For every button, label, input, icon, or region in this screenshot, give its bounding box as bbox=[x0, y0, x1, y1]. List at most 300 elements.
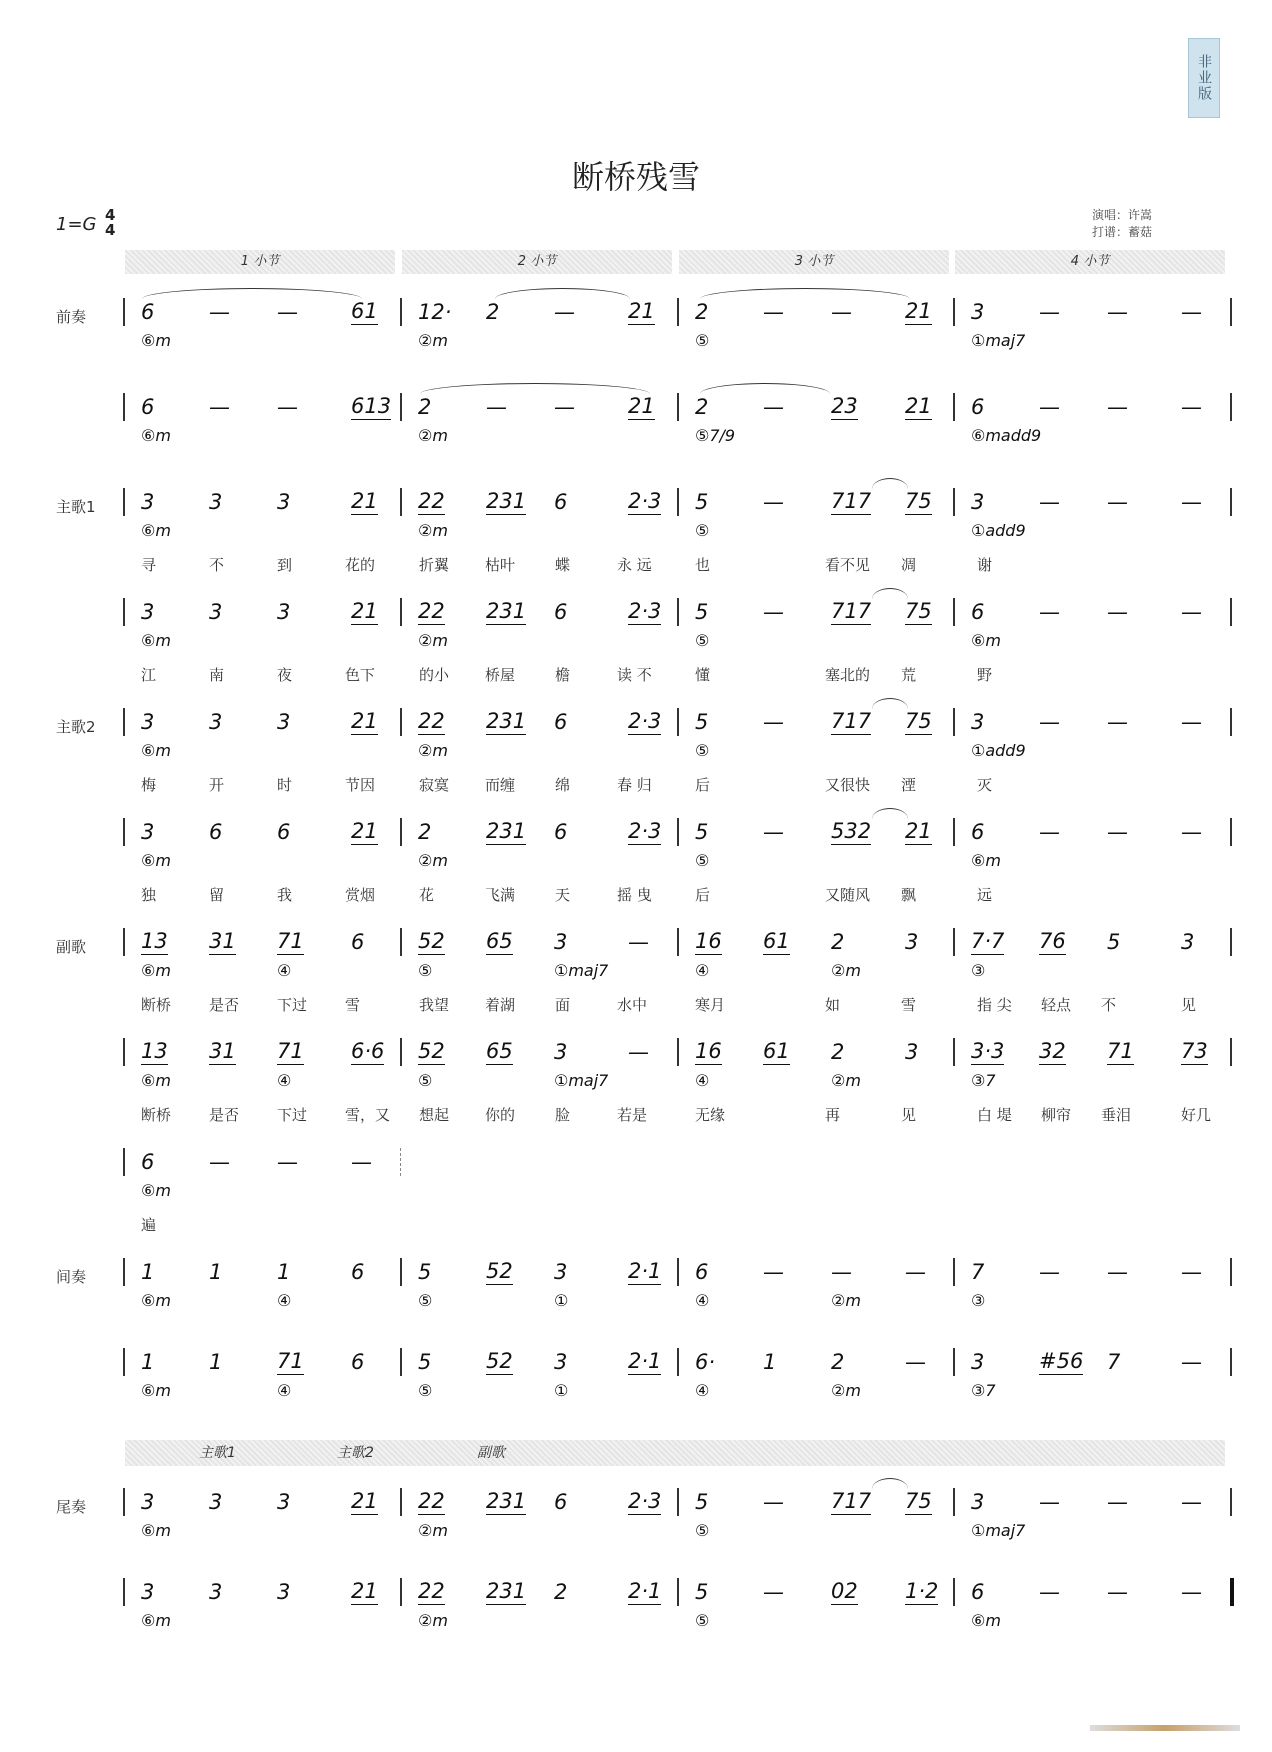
note: 21 bbox=[351, 489, 378, 513]
bar-line bbox=[677, 1038, 679, 1066]
lyric: 也 bbox=[695, 556, 711, 574]
chord-label: ⑥m bbox=[141, 1521, 171, 1540]
note: 5 bbox=[695, 1580, 709, 1604]
bar-line bbox=[123, 708, 125, 736]
note: 3 bbox=[209, 600, 223, 624]
lyric: 枯叶 bbox=[485, 556, 516, 574]
note: — bbox=[831, 300, 852, 324]
note: 1 bbox=[141, 1260, 155, 1284]
note: 3 bbox=[277, 1580, 291, 1604]
note: 31 bbox=[209, 1039, 236, 1063]
lyric: 春 归 bbox=[617, 776, 652, 794]
song-title: 断桥残雪 bbox=[571, 158, 700, 196]
note: — bbox=[1181, 710, 1202, 734]
lyric: 天 bbox=[555, 886, 571, 904]
bar-line bbox=[1230, 1348, 1232, 1376]
section-label: 主歌1 bbox=[199, 1445, 236, 1461]
note: 3 bbox=[277, 710, 291, 734]
lyric: 飞满 bbox=[485, 886, 516, 904]
note: — bbox=[831, 1260, 852, 1284]
note: 1 bbox=[209, 1260, 223, 1284]
lyric: 花 bbox=[419, 886, 435, 904]
bar-line bbox=[123, 488, 125, 516]
key-signature: 1=G bbox=[56, 214, 97, 235]
chord-label: ⑥m bbox=[141, 331, 171, 350]
bar-line bbox=[677, 928, 679, 956]
bar-line bbox=[400, 298, 402, 326]
lyric: 不 bbox=[209, 556, 225, 574]
lyric: 懂 bbox=[695, 666, 711, 684]
bar-line bbox=[953, 708, 955, 736]
note: 1 bbox=[763, 1350, 777, 1374]
note: — bbox=[628, 1040, 649, 1064]
bar-line bbox=[953, 1258, 955, 1286]
chord-label: ⑤ bbox=[418, 1071, 433, 1090]
lyric: 色下 bbox=[345, 666, 376, 684]
note: 21 bbox=[905, 394, 932, 418]
lyric: 梅 bbox=[141, 776, 157, 794]
tie-slur bbox=[872, 808, 908, 819]
bar-line bbox=[123, 1258, 125, 1286]
note: 21 bbox=[351, 599, 378, 623]
note: — bbox=[1039, 600, 1060, 624]
note: 2·3 bbox=[628, 1489, 662, 1513]
bar-line bbox=[400, 393, 402, 421]
note: — bbox=[1107, 820, 1128, 844]
note: 3 bbox=[277, 490, 291, 514]
chord-label: ⑥m bbox=[141, 741, 171, 760]
note: 5 bbox=[418, 1260, 432, 1284]
score-row bbox=[0, 1260, 1272, 1320]
lyric: 节因 bbox=[345, 776, 376, 794]
score-row bbox=[0, 709, 1272, 794]
note: 231 bbox=[486, 489, 527, 513]
note: 22 bbox=[418, 1489, 445, 1513]
note: 3 bbox=[141, 600, 155, 624]
chord-label: ⑤ bbox=[418, 961, 433, 980]
note: — bbox=[1107, 600, 1128, 624]
bar-line bbox=[123, 1488, 125, 1516]
section-name: 主歌1 bbox=[56, 498, 96, 516]
lyric: 而缠 bbox=[485, 776, 516, 794]
lyric: 轻点 bbox=[1041, 996, 1072, 1014]
chord-label: ⑥m bbox=[141, 521, 171, 540]
chord-label: ④ bbox=[277, 961, 292, 980]
lyric: 我望 bbox=[419, 996, 450, 1014]
note: 21 bbox=[351, 1489, 378, 1513]
note: 6 bbox=[209, 820, 223, 844]
note: 65 bbox=[486, 929, 513, 953]
lyric: 留 bbox=[209, 886, 225, 904]
note: 71 bbox=[277, 929, 304, 953]
lyric: 见 bbox=[1181, 996, 1197, 1014]
note: 3 bbox=[905, 1040, 919, 1064]
chord-label: ③ bbox=[971, 961, 986, 980]
note: 3 bbox=[971, 300, 985, 324]
bar-line bbox=[677, 1578, 679, 1606]
section-name: 前奏 bbox=[56, 308, 87, 326]
tie-slur bbox=[142, 288, 362, 299]
note: — bbox=[1181, 600, 1202, 624]
note: 1·2 bbox=[905, 1579, 939, 1603]
note: 2 bbox=[695, 395, 709, 419]
note: 3 bbox=[209, 490, 223, 514]
note: 7 bbox=[971, 1260, 985, 1284]
note: — bbox=[1039, 1490, 1060, 1514]
time-sig-denominator: 4 bbox=[105, 221, 116, 239]
note: 61 bbox=[763, 1039, 790, 1063]
bar-line bbox=[677, 1348, 679, 1376]
chord-label: ⑥m bbox=[141, 631, 171, 650]
note: 6 bbox=[554, 820, 568, 844]
note: 21 bbox=[351, 1579, 378, 1603]
note: — bbox=[763, 300, 784, 324]
lyric: 寻 bbox=[141, 556, 157, 574]
note: 2·1 bbox=[628, 1349, 662, 1373]
time-sig-numerator: 4 bbox=[105, 206, 116, 224]
score-row bbox=[0, 599, 1272, 684]
note: 5 bbox=[418, 1350, 432, 1374]
section-label: 主歌2 bbox=[337, 1445, 374, 1461]
singer-credit: 演唱：许嵩 bbox=[1092, 208, 1153, 222]
note: 3 bbox=[209, 1490, 223, 1514]
lyric: 永 远 bbox=[617, 556, 652, 574]
chord-label: ① bbox=[554, 1381, 569, 1400]
note: 21 bbox=[628, 394, 655, 418]
note: — bbox=[905, 1350, 926, 1374]
note: 02 bbox=[831, 1579, 858, 1603]
note: — bbox=[763, 820, 784, 844]
lyric: 飘 bbox=[901, 886, 917, 904]
score-row bbox=[0, 819, 1272, 904]
note: 71 bbox=[277, 1349, 304, 1373]
lyric: 赏烟 bbox=[345, 886, 376, 904]
lyric: 柳帘 bbox=[1041, 1106, 1072, 1124]
note: — bbox=[628, 930, 649, 954]
note: 6 bbox=[141, 1150, 155, 1174]
lyric: 读 不 bbox=[617, 666, 652, 684]
lyric: 雪，又 bbox=[345, 1106, 391, 1124]
lyric: 荒 bbox=[901, 666, 917, 684]
note: 2 bbox=[831, 1350, 845, 1374]
note: 6 bbox=[554, 1490, 568, 1514]
note: 22 bbox=[418, 709, 445, 733]
note: — bbox=[1181, 1350, 1202, 1374]
note: 717 bbox=[831, 1489, 872, 1513]
lyric: 再 bbox=[825, 1106, 841, 1124]
section-label: 副歌 bbox=[477, 1445, 505, 1461]
score-row bbox=[0, 395, 1272, 455]
note: — bbox=[277, 395, 298, 419]
chord-label: ⑥m bbox=[971, 631, 1001, 650]
bar-line bbox=[400, 1258, 402, 1286]
bar-line bbox=[1230, 818, 1232, 846]
lyric: 桥屋 bbox=[485, 666, 516, 684]
note: — bbox=[1039, 820, 1060, 844]
note: 22 bbox=[418, 599, 445, 623]
note: 31 bbox=[209, 929, 236, 953]
lyric: 江 bbox=[141, 666, 157, 684]
note: 2·3 bbox=[628, 709, 662, 733]
note: — bbox=[763, 1490, 784, 1514]
note: — bbox=[1181, 395, 1202, 419]
bar-line bbox=[953, 1488, 955, 1516]
bar-line bbox=[677, 598, 679, 626]
lyric: 水中 bbox=[617, 996, 648, 1014]
lyric: 后 bbox=[695, 886, 711, 904]
chord-label: ②m bbox=[831, 1071, 861, 1090]
note: 3 bbox=[141, 490, 155, 514]
note: 231 bbox=[486, 819, 527, 843]
lyric: 时 bbox=[277, 776, 293, 794]
lyric: 远 bbox=[977, 886, 993, 904]
note: 1 bbox=[209, 1350, 223, 1374]
note: 21 bbox=[628, 299, 655, 323]
note: 12· bbox=[418, 300, 452, 324]
note: — bbox=[209, 395, 230, 419]
note: 3 bbox=[971, 710, 985, 734]
note: 75 bbox=[905, 489, 932, 513]
bar-line bbox=[953, 1038, 955, 1066]
lyric: 开 bbox=[209, 776, 225, 794]
note: 5 bbox=[695, 600, 709, 624]
lyric: 看不见 bbox=[825, 556, 871, 574]
note: 21 bbox=[351, 709, 378, 733]
lyric: 断桥 bbox=[141, 996, 172, 1014]
bar-line bbox=[953, 598, 955, 626]
note: 52 bbox=[418, 1039, 445, 1063]
note: 3 bbox=[554, 1350, 568, 1374]
lyric: 的小 bbox=[419, 666, 450, 684]
bar-line bbox=[953, 298, 955, 326]
chord-label: ⑤ bbox=[695, 1611, 710, 1630]
chord-label: ④ bbox=[695, 961, 710, 980]
score-row bbox=[0, 489, 1272, 574]
chord-label: ⑤ bbox=[418, 1291, 433, 1310]
lyric: 到 bbox=[277, 556, 293, 574]
note: 3 bbox=[971, 490, 985, 514]
lyric: 指 尖 bbox=[977, 996, 1012, 1014]
chord-label: ②m bbox=[418, 1611, 448, 1630]
score-row bbox=[0, 1490, 1272, 1550]
chord-label: ⑤ bbox=[418, 1381, 433, 1400]
note: 6·6 bbox=[351, 1039, 385, 1063]
note: 3 bbox=[1181, 930, 1195, 954]
section-summary-bar bbox=[125, 1440, 1225, 1466]
chord-label: ②m bbox=[418, 331, 448, 350]
bar-line bbox=[953, 928, 955, 956]
bar-line bbox=[123, 818, 125, 846]
bar-line bbox=[1230, 1488, 1232, 1516]
bar-line bbox=[677, 708, 679, 736]
note: 2 bbox=[695, 300, 709, 324]
bar-line bbox=[123, 1348, 125, 1376]
lyric: 寒月 bbox=[695, 996, 726, 1014]
bar-line bbox=[1230, 488, 1232, 516]
lyric: 花的 bbox=[345, 556, 376, 574]
note: — bbox=[763, 710, 784, 734]
note: 22 bbox=[418, 1579, 445, 1603]
lyric: 摇 曳 bbox=[617, 886, 652, 904]
note: 6 bbox=[351, 930, 365, 954]
lyric: 遍 bbox=[141, 1216, 157, 1234]
note: 2·1 bbox=[628, 1579, 662, 1603]
lyric: 下过 bbox=[277, 1106, 308, 1124]
chord-label: ④ bbox=[695, 1381, 710, 1400]
note: — bbox=[1039, 395, 1060, 419]
bar-header-1: 1 小节 bbox=[125, 250, 395, 274]
lyric: 蝶 bbox=[555, 556, 571, 574]
chord-label: ⑥m bbox=[141, 1611, 171, 1630]
tie-slur bbox=[872, 588, 908, 599]
tie-slur bbox=[872, 698, 908, 709]
chord-label: ⑥m bbox=[141, 1071, 171, 1090]
bar-line bbox=[677, 298, 679, 326]
note: 13 bbox=[141, 929, 168, 953]
note: 2·3 bbox=[628, 819, 662, 843]
bar-line bbox=[1230, 393, 1232, 421]
note: 61 bbox=[351, 299, 378, 323]
note: 32 bbox=[1039, 1039, 1066, 1063]
chord-label: ②m bbox=[831, 1291, 861, 1310]
bar-line bbox=[400, 1578, 402, 1606]
chord-label: ②m bbox=[418, 521, 448, 540]
note: — bbox=[277, 1150, 298, 1174]
note: — bbox=[1181, 490, 1202, 514]
note: 3 bbox=[554, 1040, 568, 1064]
chord-label: ③ bbox=[971, 1291, 986, 1310]
bar-line bbox=[953, 1578, 955, 1606]
note: 6 bbox=[554, 710, 568, 734]
lyric: 断桥 bbox=[141, 1106, 172, 1124]
note: — bbox=[1181, 1260, 1202, 1284]
chord-label: ②m bbox=[418, 426, 448, 445]
note: 231 bbox=[486, 709, 527, 733]
chord-label: ②m bbox=[418, 741, 448, 760]
chord-label: ②m bbox=[831, 961, 861, 980]
lyric: 想起 bbox=[419, 1106, 450, 1124]
chord-label: ⑤ bbox=[695, 631, 710, 650]
bar-line bbox=[400, 488, 402, 516]
note: 2 bbox=[486, 300, 500, 324]
bar-line bbox=[123, 1578, 125, 1606]
chord-label: ④ bbox=[277, 1291, 292, 1310]
note: 75 bbox=[905, 1489, 932, 1513]
bar-line bbox=[123, 928, 125, 956]
note: 6 bbox=[277, 820, 291, 844]
lyric: 脸 bbox=[555, 1106, 571, 1124]
note: 613 bbox=[351, 394, 392, 418]
chord-label: ②m bbox=[418, 1521, 448, 1540]
note: 5 bbox=[695, 820, 709, 844]
note: 7 bbox=[1107, 1350, 1121, 1374]
bar-line bbox=[400, 1148, 401, 1176]
note: — bbox=[1039, 1580, 1060, 1604]
lyric: 凋 bbox=[901, 556, 917, 574]
note: — bbox=[1039, 300, 1060, 324]
note: 13 bbox=[141, 1039, 168, 1063]
note: 2 bbox=[554, 1580, 568, 1604]
note: 5 bbox=[1107, 930, 1121, 954]
note: — bbox=[1107, 1580, 1128, 1604]
note: — bbox=[1181, 1580, 1202, 1604]
note: 6 bbox=[971, 600, 985, 624]
note: 6 bbox=[971, 1580, 985, 1604]
note: 2 bbox=[831, 1040, 845, 1064]
bar-line bbox=[953, 488, 955, 516]
lyric: 夜 bbox=[277, 666, 293, 684]
chord-label: ⑥m bbox=[141, 1381, 171, 1400]
note: — bbox=[1107, 1260, 1128, 1284]
note: 73 bbox=[1181, 1039, 1208, 1063]
lyric: 灭 bbox=[977, 776, 993, 794]
note: 22 bbox=[418, 489, 445, 513]
note: 6 bbox=[141, 395, 155, 419]
note: — bbox=[1107, 395, 1128, 419]
chord-label: ⑤ bbox=[695, 331, 710, 350]
chord-label: ①maj7 bbox=[971, 1521, 1026, 1540]
chord-label: ⑥m bbox=[141, 851, 171, 870]
lyric: 又随风 bbox=[825, 886, 871, 904]
lyric: 塞北的 bbox=[825, 666, 871, 684]
bar-line bbox=[400, 598, 402, 626]
chord-label: ①maj7 bbox=[971, 331, 1026, 350]
lyric: 雪 bbox=[901, 996, 917, 1014]
score-row bbox=[0, 300, 1272, 360]
lyric: 我 bbox=[277, 886, 293, 904]
note: 23 bbox=[831, 394, 858, 418]
footer-decoration bbox=[1090, 1725, 1240, 1731]
note: 717 bbox=[831, 599, 872, 623]
chord-label: ⑥m bbox=[141, 426, 171, 445]
tie-slur bbox=[495, 288, 630, 299]
note: 231 bbox=[486, 1579, 527, 1603]
section-name: 副歌 bbox=[56, 938, 87, 956]
bar-line bbox=[123, 1038, 125, 1066]
chord-label: ①maj7 bbox=[554, 1071, 609, 1090]
bar-line bbox=[123, 298, 125, 326]
chord-label: ①maj7 bbox=[554, 961, 609, 980]
note: — bbox=[763, 1580, 784, 1604]
bar-line bbox=[677, 818, 679, 846]
score-row bbox=[0, 1580, 1272, 1640]
chord-label: ⑥m bbox=[141, 1181, 171, 1200]
chord-label: ④ bbox=[277, 1071, 292, 1090]
chord-label: ③7 bbox=[971, 1071, 996, 1090]
note: 76 bbox=[1039, 929, 1066, 953]
lyric: 檐 bbox=[555, 666, 571, 684]
bar-line bbox=[400, 1348, 402, 1376]
note: 3 bbox=[141, 1580, 155, 1604]
note: — bbox=[1181, 1490, 1202, 1514]
note: 16 bbox=[695, 1039, 722, 1063]
note: 6 bbox=[554, 600, 568, 624]
tie-slur bbox=[872, 478, 908, 489]
note: 1 bbox=[141, 1350, 155, 1374]
note: 3 bbox=[141, 820, 155, 844]
note: 3 bbox=[209, 1580, 223, 1604]
chord-label: ⑤ bbox=[695, 521, 710, 540]
note: 21 bbox=[905, 819, 932, 843]
bar-line bbox=[677, 488, 679, 516]
tie-slur bbox=[872, 1478, 908, 1489]
note: — bbox=[763, 490, 784, 514]
chord-label: ③7 bbox=[971, 1381, 996, 1400]
bar-line bbox=[1230, 298, 1232, 326]
note: — bbox=[1107, 710, 1128, 734]
bar-line bbox=[123, 393, 125, 421]
bar-line bbox=[1230, 1258, 1232, 1286]
